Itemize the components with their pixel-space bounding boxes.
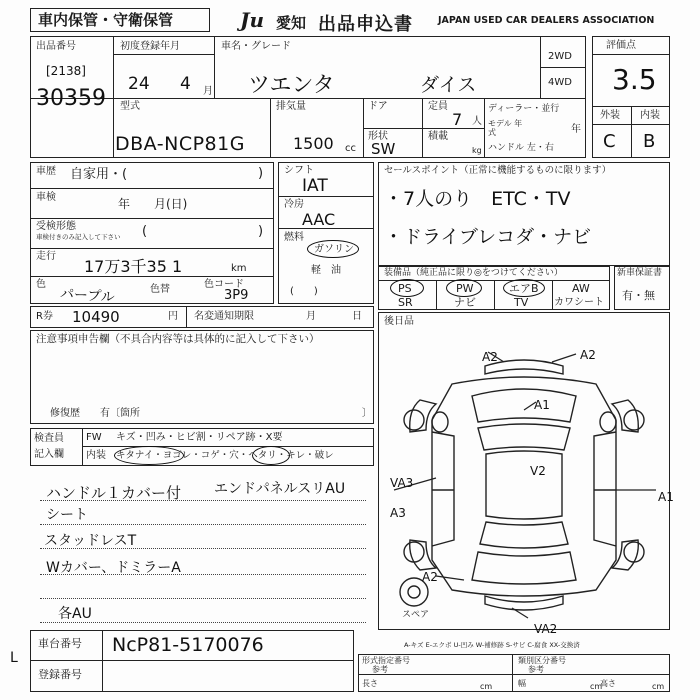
storage-label: 車内保管・守衛保管 xyxy=(38,11,174,29)
cooling-label: 冷房 xyxy=(284,199,304,210)
listing-sub-no: [2138] xyxy=(46,64,86,78)
kg-unit: kg xyxy=(472,146,482,155)
equip-ps-circle xyxy=(390,279,424,297)
repair-label: 修復歴 有〔箇所 xyxy=(50,408,140,419)
equip-ps: PS xyxy=(398,282,412,295)
history-close: ) xyxy=(258,166,264,181)
equip-tv: TV xyxy=(514,296,529,309)
mark-a2-bottom: A2 xyxy=(422,570,438,584)
rear-bumper xyxy=(485,596,563,610)
class-label: 類別区分番号 xyxy=(518,656,566,665)
inspector-label-2: 記入欄 xyxy=(34,449,64,460)
equip-airbag: エアB xyxy=(509,282,539,295)
year-mark: 年 xyxy=(571,124,581,135)
org-name: 愛知 xyxy=(276,14,307,32)
color-code-value: 3P9 xyxy=(224,288,249,303)
note-w-cover: Wカバー、ドミラーA xyxy=(46,560,181,576)
inspection-label: 車検 xyxy=(36,192,56,203)
inspector-fw-text: キズ・凹み・ヒビ割・リペア跡・X要 xyxy=(116,432,283,443)
mark-v2: V2 xyxy=(530,464,546,478)
note-studless: スタッドレスT xyxy=(44,533,137,549)
mark-a2-top-left: A2 xyxy=(482,350,498,364)
wheel-fl xyxy=(404,410,424,430)
note-each-au: 各AU xyxy=(58,606,92,622)
length-label: 長さ xyxy=(362,679,378,688)
sales-line-2: ・ドライブレコダ・ナビ xyxy=(384,226,592,248)
inspector-fw-label: FW xyxy=(86,432,102,443)
note-end-panel: エンドパネルスリAU xyxy=(214,481,346,497)
first-reg-month: 4 xyxy=(180,74,191,94)
form-title: 出品申込書 xyxy=(318,14,413,35)
width-label: 幅 xyxy=(518,679,526,688)
mark-a3: A3 xyxy=(390,506,406,520)
ref-2: 参考 xyxy=(528,665,544,674)
equip-pw-circle xyxy=(446,279,482,297)
inspector-interior-text: キタナイ・ヨゴレ・コゲ・穴・ヘタリ・キレ・破レ xyxy=(116,450,334,461)
loading-label: 積載 xyxy=(428,131,448,142)
mark-a1-right: A1 xyxy=(658,490,674,504)
name-change-month: 月 xyxy=(306,311,316,322)
receipt-note: 車検付きのみ記入して下さい xyxy=(36,233,121,241)
trunk xyxy=(472,552,576,584)
warranty-label: 新車保証書 xyxy=(617,268,663,278)
model-label: 型式 xyxy=(120,101,140,112)
mark-a1-roof: A1 xyxy=(534,398,550,412)
mark-va3: VA3 xyxy=(390,476,414,490)
color-change-label: 色替 xyxy=(150,284,170,295)
left-mirror xyxy=(432,412,448,432)
right-doors xyxy=(594,432,616,546)
ju-logo: Ju xyxy=(240,8,265,32)
model-year-label: モデル 年式 xyxy=(488,119,523,137)
drive-4wd: 4WD xyxy=(548,77,572,88)
listing-number: 30359 xyxy=(36,86,106,111)
cc-unit: cc xyxy=(345,143,356,154)
recycle-label: R券 xyxy=(36,311,53,322)
interior-sag-circle xyxy=(252,446,290,465)
shift-value: IAT xyxy=(302,176,328,196)
ref-1: 参考 xyxy=(372,665,388,674)
shape-value: SW xyxy=(371,140,396,158)
right-mirror xyxy=(600,412,616,432)
spare-label: スペア xyxy=(402,610,430,620)
first-reg-label: 初度登録年月 xyxy=(120,41,180,52)
equip-aw: AW xyxy=(572,282,590,295)
mileage-value: 17万3千35 1 xyxy=(84,257,183,276)
equipment-label: 装備品（純正品に限り◎をつけてください） xyxy=(384,268,563,278)
registration-label: 登録番号 xyxy=(38,668,82,681)
handle-label: ハンドル 左・右 xyxy=(488,143,554,153)
dealer-label: ディーラー・並行 xyxy=(488,104,560,114)
chassis-label: 車台番号 xyxy=(38,637,82,650)
sales-block xyxy=(378,162,670,266)
receipt-label: 受検形態 xyxy=(36,221,76,232)
color-value: パープル xyxy=(59,286,116,306)
yen-unit: 円 xyxy=(168,311,178,322)
color-code-label: 色コード xyxy=(204,279,244,290)
listing-no-label: 出品番号 xyxy=(36,41,76,52)
recycle-value: 10490 xyxy=(72,308,120,326)
wheel-rr xyxy=(624,542,644,562)
hood xyxy=(472,389,576,422)
cm-1: cm xyxy=(480,682,493,691)
inspection-value: 年 月(日) xyxy=(118,197,188,211)
left-doors xyxy=(432,432,454,546)
note-seat: シート xyxy=(46,507,88,523)
sales-label: セールスポイント（正常に機能するものに限ります） xyxy=(384,165,612,176)
fuel-diesel: 軽 油 xyxy=(311,265,341,276)
form-subtitle: JAPAN USED CAR DEALERS ASSOCIATION xyxy=(438,15,655,26)
damage-legend: A-キズ E-エクボ U-凹み W-補修跡 S-サビ C-腐食 XX-交換済 xyxy=(404,641,580,649)
mileage-label: 走行 xyxy=(36,251,56,262)
warranty-options: 有・無 xyxy=(622,289,655,302)
capacity-value: 7 xyxy=(452,110,463,129)
fuel-gas-circle xyxy=(307,240,359,258)
equip-airbag-circle xyxy=(503,279,545,297)
model-value: DBA-NCP81G xyxy=(115,133,245,155)
caution-label: 注意事項申告欄（不具合内容等は具体的に記入して下さい） xyxy=(36,333,320,345)
rear-label: 後日品 xyxy=(384,316,414,327)
windshield xyxy=(478,424,570,450)
fuel-label: 燃料 xyxy=(284,232,304,243)
name-change-day: 日 xyxy=(352,311,362,322)
repair-close: 〕 xyxy=(362,408,372,419)
exterior-label: 外装 xyxy=(600,110,620,121)
height-label: 高さ xyxy=(600,679,616,688)
inspector-interior-label: 内装 xyxy=(86,450,106,461)
cooling-value: AAC xyxy=(302,210,336,229)
mark-a2-top-right: A2 xyxy=(580,348,596,362)
history-value: 自家用・( xyxy=(70,167,128,182)
car-name: ツエンタ xyxy=(248,73,335,98)
name-change-label: 名変通知期限 xyxy=(194,311,254,322)
sales-line-1: ・7人のり ETC・TV xyxy=(384,188,571,210)
equip-leather-seat: カワシート xyxy=(554,297,604,308)
month-unit: 月 xyxy=(203,86,213,97)
rating-label: 評価点 xyxy=(606,40,636,51)
rear-glass xyxy=(480,522,568,548)
displacement-value: 1500 xyxy=(293,134,334,153)
receipt-paren-open: ( xyxy=(142,224,148,239)
interior-value: B xyxy=(643,131,656,152)
first-reg-year: 24 xyxy=(128,74,150,94)
rating-value: 3.5 xyxy=(612,63,657,96)
mark-va2: VA2 xyxy=(534,622,558,636)
receipt-paren-close: ) xyxy=(258,224,264,239)
door-label: ドア xyxy=(368,101,388,112)
type-no-label: 形式指定番号 xyxy=(362,656,410,665)
roof xyxy=(486,451,562,519)
capacity-label: 定員 xyxy=(428,101,448,112)
car-grade: ダイス xyxy=(420,74,477,96)
car-name-label: 車名・グレード xyxy=(221,41,291,52)
interior-dirty-circle xyxy=(114,446,184,465)
cm-2: cm xyxy=(590,682,603,691)
fuel-paren: ( ) xyxy=(290,286,318,297)
shape-label: 形状 xyxy=(368,131,388,142)
equip-navi: ナビ xyxy=(454,296,476,309)
note-handle-cover: ハンドル１カバー付 xyxy=(46,484,182,502)
wheel-rl xyxy=(404,542,424,562)
equip-sr: SR xyxy=(398,296,413,309)
inspector-label-1: 検査員 xyxy=(34,433,64,444)
interior-label: 内装 xyxy=(640,110,660,121)
chassis-value: NcP81-5170076 xyxy=(112,634,264,656)
displacement-label: 排気量 xyxy=(276,101,306,112)
fuel-gas: ガソリン xyxy=(314,244,354,255)
margin-mark: L xyxy=(10,650,18,666)
equip-pw: PW xyxy=(456,282,474,295)
exterior-value: C xyxy=(603,131,616,152)
capacity-unit: 人 xyxy=(472,116,482,127)
wheel-fr xyxy=(624,410,644,430)
history-label: 車歴 xyxy=(36,166,56,177)
car-damage-diagram xyxy=(380,340,668,630)
color-label: 色 xyxy=(36,279,46,290)
drive-2wd: 2WD xyxy=(548,51,572,62)
cm-3: cm xyxy=(652,682,665,691)
shift-label: シフト xyxy=(284,165,314,176)
km-unit: km xyxy=(231,263,247,274)
